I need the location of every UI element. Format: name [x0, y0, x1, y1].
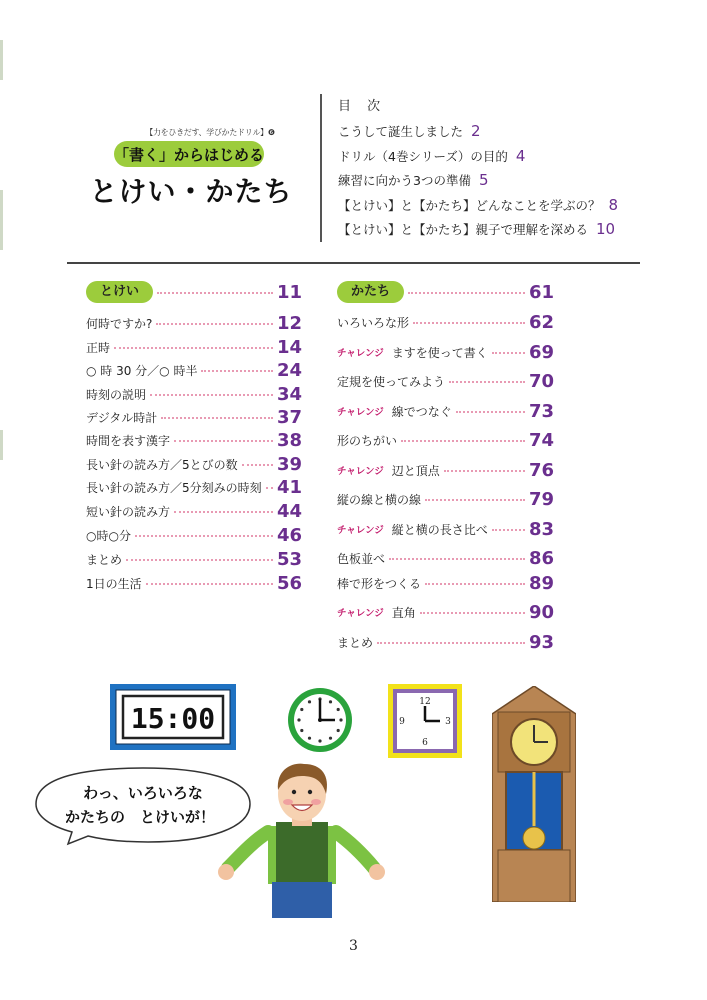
book-title: とけい・かたち	[89, 175, 293, 208]
tokei-row-label: ○ 時 30 分／○ 時半	[86, 363, 198, 378]
leader-dots	[420, 612, 525, 614]
leader-dots	[242, 464, 273, 466]
katachi-row-label: いろいろな形	[337, 315, 410, 330]
grandfather-clock-illustration	[492, 686, 576, 902]
leader-dots	[377, 642, 525, 644]
challenge-tag: チャレンジ	[337, 466, 384, 477]
speech-line-2: かたちの とけいが！	[64, 808, 216, 826]
clock-tick	[318, 739, 321, 742]
page-number: 3	[349, 938, 358, 954]
katachi-row-page: 79	[528, 488, 554, 510]
katachi-row-label: 棒で形をつくる	[337, 576, 422, 591]
katachi-row-page: 89	[528, 572, 554, 594]
clock-tick	[337, 708, 340, 711]
toc-item-page: 2	[471, 122, 481, 140]
tokei-row[interactable]	[86, 429, 302, 451]
tokei-row-label: 時刻の説明	[86, 387, 147, 402]
tokei-row-page: 37	[276, 406, 302, 428]
katachi-row[interactable]	[337, 400, 554, 422]
tokei-row[interactable]	[86, 476, 302, 498]
katachi-section-pill: かたち	[337, 281, 404, 303]
section-page: 61	[528, 281, 554, 303]
leader-dots	[413, 322, 525, 324]
tokei-row[interactable]	[86, 548, 302, 570]
digital-clock-time: 15:00	[130, 702, 216, 735]
leader-dots	[174, 440, 273, 442]
tokei-row-label: 1日の生活	[86, 576, 142, 591]
section-rule	[67, 262, 640, 264]
tokei-header-row[interactable]	[86, 281, 302, 303]
tokei-row-label: まとめ	[86, 552, 123, 567]
challenge-tag: チャレンジ	[337, 407, 384, 418]
tokei-row-label: 短い針の読み方	[86, 504, 171, 519]
katachi-row-label: まとめ	[337, 635, 374, 650]
leader-dots	[389, 558, 525, 560]
tokei-row[interactable]	[86, 336, 302, 358]
leader-dots	[444, 470, 525, 472]
toc-item-label: 練習に向かう3つの準備	[338, 173, 471, 188]
page-edge-mark	[0, 430, 3, 460]
leader-dots	[146, 583, 273, 585]
section-page: 11	[276, 281, 302, 303]
katachi-row-page: 76	[528, 459, 554, 481]
tokei-section-pill: とけい	[86, 281, 153, 303]
tokei-row-page: 14	[276, 336, 302, 358]
digital-clock-illustration	[110, 684, 236, 750]
clock-numeral-6: 6	[422, 738, 428, 748]
katachi-row-page: 90	[528, 601, 554, 623]
tokei-row-page: 39	[276, 453, 302, 475]
tokei-row[interactable]	[86, 312, 302, 334]
clock-tick	[329, 737, 332, 740]
tokei-row-page: 41	[276, 476, 302, 498]
clock-tick	[329, 700, 332, 703]
toc-item[interactable]	[338, 122, 618, 147]
tokei-row-page: 56	[276, 572, 302, 594]
toc-item-label: こうして誕生しました	[338, 124, 464, 139]
katachi-row-label: 辺と頂点	[391, 463, 440, 478]
tokei-row[interactable]	[86, 359, 302, 381]
katachi-row-label: 線でつなぐ	[391, 404, 452, 419]
katachi-row-label: 縦の線と横の線	[337, 492, 422, 507]
tokei-row[interactable]	[86, 453, 302, 475]
katachi-row[interactable]	[337, 547, 554, 569]
leader-dots	[114, 347, 273, 349]
clock-tick	[337, 729, 340, 732]
challenge-tag: チャレンジ	[337, 525, 384, 536]
challenge-tag: チャレンジ	[337, 348, 384, 359]
tokei-column	[86, 281, 302, 601]
leader-dots	[408, 292, 525, 294]
tokei-row-page: 34	[276, 383, 302, 405]
boy-illustration	[218, 760, 388, 920]
katachi-row-label: 定規を使ってみよう	[337, 374, 446, 389]
tokei-row[interactable]	[86, 500, 302, 522]
katachi-row[interactable]	[337, 459, 554, 481]
leader-dots	[401, 440, 525, 442]
katachi-row[interactable]	[337, 601, 554, 623]
series-label: 【力をひきだす、学びかたドリル】❻	[145, 128, 275, 137]
toc-item[interactable]	[338, 220, 618, 245]
toc-item-label: 【とけい】と【かたち】親子で理解を深める	[338, 222, 589, 237]
katachi-row[interactable]	[337, 572, 554, 594]
katachi-row[interactable]	[337, 370, 554, 392]
leader-dots	[157, 292, 273, 294]
toc-item-page: 10	[596, 220, 616, 238]
tokei-row-page: 46	[276, 524, 302, 546]
clock-numeral-3: 3	[445, 717, 451, 727]
toc-heading: 目 次	[338, 99, 387, 114]
tokei-row[interactable]	[86, 383, 302, 405]
leader-dots	[156, 323, 273, 325]
tokei-row-label: デジタル時計	[86, 410, 158, 425]
leader-dots	[126, 559, 273, 561]
clock-tick	[308, 700, 311, 703]
leader-dots	[425, 499, 525, 501]
katachi-header-row[interactable]	[337, 281, 554, 303]
katachi-row-label: ますを使って書く	[391, 345, 488, 360]
tokei-row-label: ○時○分	[86, 528, 131, 543]
clock-tick	[297, 718, 300, 721]
katachi-row-page: 62	[528, 311, 554, 333]
tokei-row-page: 12	[276, 312, 302, 334]
leader-dots	[174, 511, 273, 513]
katachi-column	[337, 281, 554, 653]
katachi-row-page: 93	[528, 631, 554, 653]
square-clock-icon	[388, 684, 462, 758]
toc-item-page: 8	[608, 195, 619, 214]
clock-tick	[300, 708, 303, 711]
leader-dots	[266, 487, 273, 489]
toc-item-label: ドリル（4巻シリーズ）の目的	[338, 148, 508, 164]
leader-dots	[492, 352, 525, 354]
tokei-row-page: 53	[276, 548, 302, 570]
clock-tick	[300, 729, 303, 732]
tokei-row-label: 正時	[86, 340, 111, 355]
katachi-row-page: 73	[528, 400, 554, 422]
tokei-row[interactable]	[86, 524, 302, 546]
leader-dots	[456, 411, 525, 413]
leader-dots	[492, 529, 525, 531]
katachi-row-page: 69	[528, 341, 554, 363]
katachi-row-label: 直角	[391, 605, 416, 620]
toc-item-label: 【とけい】と【かたち】どんなことを学ぶの？	[338, 197, 601, 213]
katachi-row-label: 形のちがい	[337, 433, 398, 448]
katachi-row[interactable]	[337, 311, 554, 333]
tokei-row[interactable]	[86, 406, 302, 428]
tokei-row-label: 何時ですか?	[86, 316, 153, 331]
leader-dots	[135, 535, 273, 537]
tokei-row-page: 44	[276, 500, 302, 522]
toc-divider	[320, 94, 322, 242]
katachi-row-page: 83	[528, 518, 554, 540]
katachi-row[interactable]	[337, 429, 554, 451]
speech-line-1: わっ、いろいろな	[83, 784, 203, 802]
tokei-row-label: 時間を表す漢字	[86, 433, 171, 448]
clock-tick	[308, 737, 311, 740]
leader-dots	[150, 394, 273, 396]
katachi-row-page: 86	[528, 547, 554, 569]
subtitle-pill: 「書く」からはじめる	[114, 141, 264, 167]
tokei-row-label: 長い針の読み方／5分刻みの時刻	[86, 480, 262, 495]
leader-dots	[449, 381, 525, 383]
clock-tick	[339, 718, 342, 721]
toc-item-page: 4	[515, 146, 526, 165]
tokei-row[interactable]	[86, 572, 302, 594]
challenge-tag: チャレンジ	[337, 608, 384, 619]
katachi-row[interactable]	[337, 518, 554, 540]
tokei-row-label: 長い針の読み方／5とびの数	[86, 457, 238, 472]
katachi-row-label: 縦と横の長さ比べ	[391, 522, 488, 537]
toc-list	[338, 122, 618, 245]
round-clock-icon	[286, 686, 354, 754]
clock-numeral-9: 9	[399, 717, 405, 727]
katachi-row-label: 色板並べ	[337, 551, 386, 566]
tokei-row-page: 24	[276, 359, 302, 381]
leader-dots	[161, 417, 273, 419]
toc-item[interactable]	[338, 171, 618, 196]
toc-item[interactable]	[338, 147, 618, 172]
katachi-row-page: 70	[528, 370, 554, 392]
katachi-row[interactable]	[337, 631, 554, 653]
katachi-row[interactable]	[337, 341, 554, 363]
toc-item-page: 5	[478, 171, 489, 189]
leader-dots	[425, 583, 525, 585]
page-edge-mark	[0, 190, 3, 250]
tokei-row-page: 38	[276, 429, 302, 451]
clock-numeral-12: 12	[419, 697, 431, 707]
leader-dots	[201, 370, 272, 372]
page-edge-mark	[0, 40, 3, 80]
toc-item[interactable]	[338, 196, 618, 221]
katachi-row[interactable]	[337, 488, 554, 510]
katachi-row-page: 74	[528, 429, 554, 451]
